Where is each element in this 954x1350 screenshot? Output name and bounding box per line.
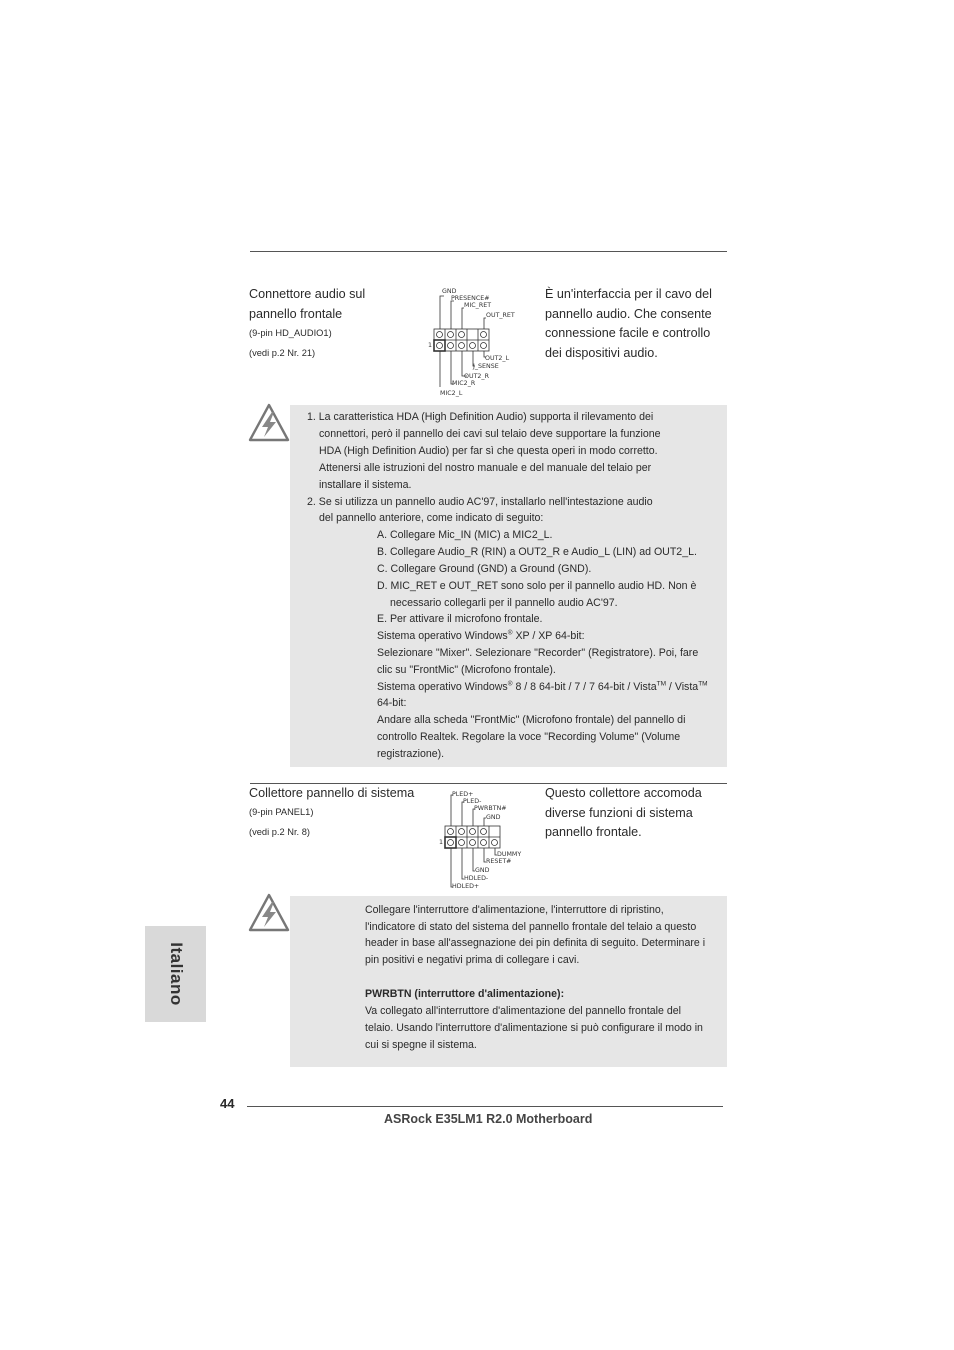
note-line: 1. La caratteristica HDA (High Definition Audio) supporta il rilevamento dei [307,411,654,423]
note-heading: PWRBTN (interruttore d'alimentazione): [365,988,565,1000]
note-os-xp: Sistema operativo Windows® XP / XP 64-bit: [377,629,585,642]
pin-label-dummy: DUMMY [497,851,522,858]
pin-label-gnd: GND [486,814,501,821]
pin-label-hdled-plus: HDLED+ [452,883,480,890]
warning-icon [248,403,290,443]
note-line: Andare alla scheda "FrontMic" (Microfono frontale) del pannello di [377,714,686,726]
note-line: l'indicatore di stato del sistema del pannello frontale del telaio a questo [365,921,697,933]
note-step: E. Per attivare il microfono frontale. [377,613,543,625]
audio-description: È un'interfaccia per il cavo del pannello audio. Che consente connessione facile e controllo dei dispositivi audio. [545,287,712,360]
pin-label-pled-minus: PLED- [463,798,482,805]
audio-pin-label: (9-pin HD_AUDIO1) [249,328,332,338]
note-line: 64-bit: [377,697,407,709]
note-line: header in base all'assegnazione dei pin definita di seguito. Determinare i [365,937,706,949]
note-line: telaio. Usando l'interruttore d'alimentazione si può configurare il modo in [365,1022,703,1034]
top-rule [250,251,727,252]
note-line: Selezionare "Mixer". Selezionare "Recorder" (Registratore). Poi, fare [377,647,699,659]
language-tab-label: Italiano [166,942,186,1006]
note-line: clic su "FrontMic" (Microfono frontale). [377,664,556,676]
note-line: Attenersi alle istruzioni del nostro manuale e del manuale del telaio per [319,462,652,474]
audio-header-diagram [420,284,530,400]
panel-description: Questo collettore accomoda diverse funzioni di sistema pannello frontale. [545,786,702,839]
pin-label-mic2-l: MIC2_L [440,390,463,397]
note-line: del pannello anteriore, come indicato di seguito: [319,512,544,524]
note-line: HDA (High Definition Audio) per far sì che questa operi in modo corretto. [319,445,658,457]
audio-ref: (vedi p.2 Nr. 21) [249,348,316,358]
pin-label-pwrbtn: PWRBTN# [474,805,507,812]
pin-label-hdled-minus: HDLED- [464,875,489,882]
panel-ref: (vedi p.2 Nr. 8) [249,827,310,837]
panel-header-diagram [436,788,526,892]
note-line: pin positivi e negativi prima di collegare i cavi. [365,954,580,966]
pin-label-mic-ret: MIC_RET [464,302,492,309]
note-line: Va collegato all'interruttore d'alimentazione del pannello frontale del [365,1005,681,1017]
pin-label-out2-l: OUT2_L [485,355,510,362]
panel-pin-label: (9-pin PANEL1) [249,807,314,817]
language-tab [145,926,206,1022]
pin-label-pled-plus: PLED+ [452,791,474,798]
note-step: C. Collegare Ground (GND) a Ground (GND). [377,563,592,575]
note-line: 2. Se si utilizza un pannello audio AC'97, installarlo nell'intestazione audio [307,496,653,508]
panel-title: Collettore pannello di sistema [249,786,415,800]
note-step: D. MIC_RET e OUT_RET sono solo per il pannello audio HD. Non è [377,580,697,592]
note-line: registrazione). [377,748,445,760]
note-os-win8: Sistema operativo Windows® 8 / 8 64-bit / 7 / 7 64-bit / Vista™ / Vista™ [377,680,708,693]
note-step: B. Collegare Audio_R (RIN) a OUT2_R e Audio_L (LIN) ad OUT2_L. [377,546,697,558]
pin-label-out2-r: OUT2_R [464,373,489,380]
note-line: controllo Realtek. Regolare la voce "Recording Volume" (Volume [377,731,681,743]
footer-product: ASRock E35LM1 R2.0 Motherboard [384,1112,593,1126]
note-line: cui si spegne il sistema. [365,1039,477,1051]
audio-title: Connettore audio sul pannello frontale [249,287,366,321]
pin-label-one: 1 [439,839,444,846]
pin-label-gnd2: GND [475,867,490,874]
note-step: necessario collegarli per il pannello audio AC'97. [390,597,618,609]
pin-label-reset: RESET# [486,858,512,865]
pin-label-out-ret: OUT_RET [486,312,515,319]
note-line: Collegare l'interruttore d'alimentazione, l'interruttore di ripristino, [365,904,664,916]
note-line: connettori, però il pannello dei cavi sul telaio deve supportare la funzione [319,428,661,440]
note-step: A. Collegare Mic_IN (MIC) a MIC2_L. [377,529,553,541]
pin-label-j-sense: J_SENSE [473,363,499,370]
pin-label-mic2-r: MIC2_R [452,380,476,387]
footer-rule [247,1106,723,1107]
page-number: 44 [220,1096,235,1111]
pin-label-gnd: GND [442,288,457,295]
pin-label-presence: PRESENCE# [451,295,490,302]
pin-label-one: 1 [428,342,433,349]
note-line: installare il sistema. [319,479,412,491]
warning-icon [248,893,290,933]
